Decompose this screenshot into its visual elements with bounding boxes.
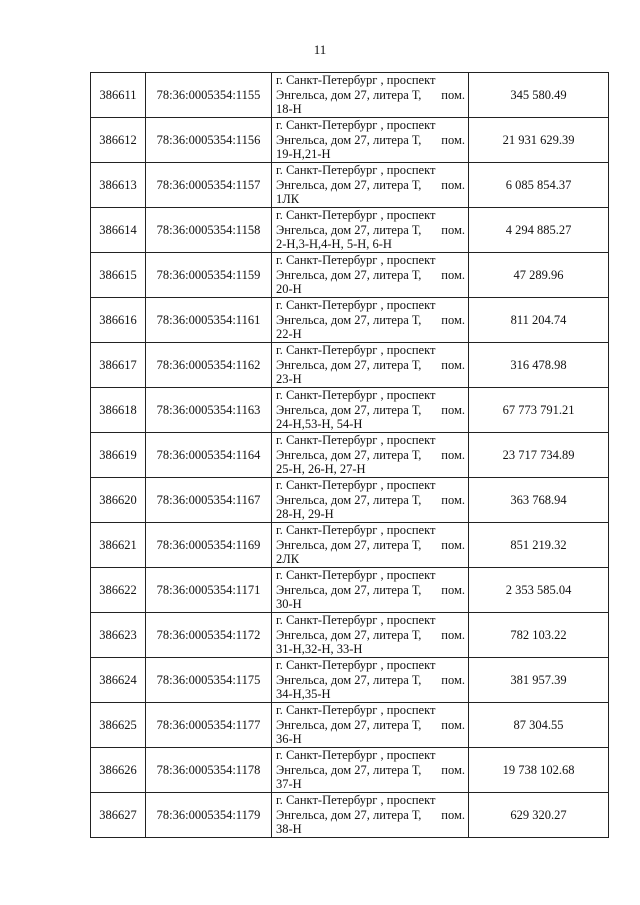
table-row (91, 523, 609, 568)
cadastral-value-cell: 67 773 791.21 (469, 388, 609, 433)
cadastral-value-cell: 6 085 854.37 (469, 163, 609, 208)
address-street: Энгельса, дом 27, литера Т, (276, 492, 422, 507)
address-line-2 (276, 718, 465, 733)
address-line-1: г. Санкт-Петербург , проспект (276, 613, 436, 628)
cadastral-value-cell: 23 717 734.89 (469, 433, 609, 478)
address-street: Энгельса, дом 27, литера Т, (276, 177, 422, 192)
address-line-1: г. Санкт-Петербург , проспект (276, 343, 436, 358)
table-row (91, 568, 609, 613)
address-line-1: г. Санкт-Петербург , проспект (276, 748, 436, 763)
cadastral-number-cell: 78:36:0005354:1163 (146, 388, 272, 433)
cadastral-number-cell: 78:36:0005354:1179 (146, 793, 272, 838)
address-cell (272, 253, 469, 298)
address-line-2 (276, 358, 465, 373)
cadastral-number-cell: 78:36:0005354:1156 (146, 118, 272, 163)
address-premises-label: пом. (441, 492, 465, 507)
address-line-1: г. Санкт-Петербург , проспект (276, 208, 436, 223)
address-street: Энгельса, дом 27, литера Т, (276, 132, 422, 147)
cadastral-number-cell: 78:36:0005354:1158 (146, 208, 272, 253)
cadastral-number-cell: 78:36:0005354:1164 (146, 433, 272, 478)
address-street: Энгельса, дом 27, литера Т, (276, 717, 422, 732)
cadastral-value-cell: 381 957.39 (469, 658, 609, 703)
table-row (91, 748, 609, 793)
cadastral-number-cell: 78:36:0005354:1172 (146, 613, 272, 658)
table-row (91, 253, 609, 298)
object-id-cell: 386616 (91, 298, 146, 343)
address-line-3: 24-Н,53-Н, 54-Н (276, 417, 363, 432)
address-line-2 (276, 268, 465, 283)
cadastral-value-cell: 2 353 585.04 (469, 568, 609, 613)
address-premises-label: пом. (441, 447, 465, 462)
table-row (91, 613, 609, 658)
address-line-3: 18-Н (276, 102, 302, 117)
address-line-3: 37-Н (276, 777, 302, 792)
address-line-3: 22-Н (276, 327, 302, 342)
address-cell (272, 343, 469, 388)
table-row (91, 343, 609, 388)
cadastral-number-cell: 78:36:0005354:1177 (146, 703, 272, 748)
object-id-cell: 386622 (91, 568, 146, 613)
address-cell (272, 703, 469, 748)
cadastral-value-cell: 87 304.55 (469, 703, 609, 748)
address-cell (272, 568, 469, 613)
address-cell (272, 433, 469, 478)
address-line-3: 19-Н,21-Н (276, 147, 331, 162)
address-cell (272, 208, 469, 253)
address-line-3: 20-Н (276, 282, 302, 297)
page-number: 11 (313, 42, 327, 57)
address-line-1: г. Санкт-Петербург , проспект (276, 298, 436, 313)
cadastral-number-cell: 78:36:0005354:1175 (146, 658, 272, 703)
address-premises-label: пом. (441, 222, 465, 237)
cadastral-value-cell: 363 768.94 (469, 478, 609, 523)
cadastral-value-cell: 811 204.74 (469, 298, 609, 343)
cadastral-number-cell: 78:36:0005354:1161 (146, 298, 272, 343)
address-line-1: г. Санкт-Петербург , проспект (276, 568, 436, 583)
table-row (91, 163, 609, 208)
cadastral-number-cell: 78:36:0005354:1162 (146, 343, 272, 388)
address-cell (272, 298, 469, 343)
address-premises-label: пом. (441, 672, 465, 687)
address-line-3: 2ЛК (276, 552, 300, 567)
table-row (91, 118, 609, 163)
address-line-2 (276, 493, 465, 508)
address-cell (272, 793, 469, 838)
object-id-cell: 386611 (91, 73, 146, 118)
table-row (91, 703, 609, 748)
object-id-cell: 386626 (91, 748, 146, 793)
address-line-1: г. Санкт-Петербург , проспект (276, 658, 436, 673)
address-line-3: 30-Н (276, 597, 302, 612)
address-street: Энгельса, дом 27, литера Т, (276, 672, 422, 687)
address-line-1: г. Санкт-Петербург , проспект (276, 253, 436, 268)
address-premises-label: пом. (441, 267, 465, 282)
object-id-cell: 386619 (91, 433, 146, 478)
address-line-1: г. Санкт-Петербург , проспект (276, 793, 436, 808)
address-line-2 (276, 133, 465, 148)
address-line-3: 25-Н, 26-Н, 27-Н (276, 462, 366, 477)
address-premises-label: пом. (441, 582, 465, 597)
address-line-1: г. Санкт-Петербург , проспект (276, 433, 436, 448)
object-id-cell: 386620 (91, 478, 146, 523)
address-line-3: 34-Н,35-Н (276, 687, 331, 702)
object-id-cell: 386623 (91, 613, 146, 658)
object-id-cell: 386614 (91, 208, 146, 253)
object-id-cell: 386617 (91, 343, 146, 388)
cadastral-value-cell: 19 738 102.68 (469, 748, 609, 793)
address-line-1: г. Санкт-Петербург , проспект (276, 118, 436, 133)
object-id-cell: 386615 (91, 253, 146, 298)
table-row (91, 298, 609, 343)
table-row (91, 73, 609, 118)
address-cell (272, 523, 469, 568)
address-line-2 (276, 628, 465, 643)
address-premises-label: пом. (441, 312, 465, 327)
address-premises-label: пом. (441, 402, 465, 417)
cadastral-number-cell: 78:36:0005354:1169 (146, 523, 272, 568)
cadastral-number-cell: 78:36:0005354:1178 (146, 748, 272, 793)
address-line-3: 2-Н,3-Н,4-Н, 5-Н, 6-Н (276, 237, 392, 252)
address-line-3: 36-Н (276, 732, 302, 747)
address-cell (272, 478, 469, 523)
object-id-cell: 386612 (91, 118, 146, 163)
address-line-3: 23-Н (276, 372, 302, 387)
address-line-3: 1ЛК (276, 192, 300, 207)
table-row (91, 388, 609, 433)
address-premises-label: пом. (441, 357, 465, 372)
address-street: Энгельса, дом 27, литера Т, (276, 762, 422, 777)
cadastral-value-cell: 4 294 885.27 (469, 208, 609, 253)
address-line-1: г. Санкт-Петербург , проспект (276, 388, 436, 403)
address-premises-label: пом. (441, 87, 465, 102)
address-cell (272, 73, 469, 118)
address-premises-label: пом. (441, 762, 465, 777)
address-line-1: г. Санкт-Петербург , проспект (276, 523, 436, 538)
address-cell (272, 118, 469, 163)
cadastral-value-cell: 316 478.98 (469, 343, 609, 388)
address-street: Энгельса, дом 27, литера Т, (276, 402, 422, 417)
cadastral-value-cell: 21 931 629.39 (469, 118, 609, 163)
address-cell (272, 658, 469, 703)
address-line-1: г. Санкт-Петербург , проспект (276, 163, 436, 178)
table-row (91, 478, 609, 523)
address-line-2 (276, 178, 465, 193)
cadastral-number-cell: 78:36:0005354:1167 (146, 478, 272, 523)
address-premises-label: пом. (441, 717, 465, 732)
address-street: Энгельса, дом 27, литера Т, (276, 537, 422, 552)
cadastral-number-cell: 78:36:0005354:1159 (146, 253, 272, 298)
table-row (91, 433, 609, 478)
address-line-1: г. Санкт-Петербург , проспект (276, 703, 436, 718)
address-line-1: г. Санкт-Петербург , проспект (276, 73, 436, 88)
cadastral-value-cell: 851 219.32 (469, 523, 609, 568)
address-street: Энгельса, дом 27, литера Т, (276, 582, 422, 597)
table-body (91, 73, 609, 838)
address-premises-label: пом. (441, 627, 465, 642)
address-street: Энгельса, дом 27, литера Т, (276, 627, 422, 642)
address-line-3: 38-Н (276, 822, 302, 837)
address-line-2 (276, 583, 465, 598)
address-cell (272, 748, 469, 793)
address-street: Энгельса, дом 27, литера Т, (276, 87, 422, 102)
cadastral-value-cell: 345 580.49 (469, 73, 609, 118)
property-registry-table (90, 72, 609, 838)
address-line-2 (276, 538, 465, 553)
table-row (91, 208, 609, 253)
address-line-2 (276, 403, 465, 418)
object-id-cell: 386627 (91, 793, 146, 838)
address-premises-label: пом. (441, 807, 465, 822)
object-id-cell: 386624 (91, 658, 146, 703)
address-street: Энгельса, дом 27, литера Т, (276, 222, 422, 237)
address-cell (272, 163, 469, 208)
address-line-2 (276, 808, 465, 823)
address-street: Энгельса, дом 27, литера Т, (276, 357, 422, 372)
object-id-cell: 386625 (91, 703, 146, 748)
address-cell (272, 613, 469, 658)
cadastral-value-cell: 47 289.96 (469, 253, 609, 298)
address-line-2 (276, 448, 465, 463)
object-id-cell: 386621 (91, 523, 146, 568)
address-line-2 (276, 223, 465, 238)
object-id-cell: 386618 (91, 388, 146, 433)
address-street: Энгельса, дом 27, литера Т, (276, 447, 422, 462)
address-street: Энгельса, дом 27, литера Т, (276, 267, 422, 282)
cadastral-value-cell: 629 320.27 (469, 793, 609, 838)
address-premises-label: пом. (441, 177, 465, 192)
address-line-2 (276, 763, 465, 778)
address-premises-label: пом. (441, 537, 465, 552)
address-line-3: 28-Н, 29-Н (276, 507, 334, 522)
address-line-3: 31-Н,32-Н, 33-Н (276, 642, 363, 657)
cadastral-number-cell: 78:36:0005354:1171 (146, 568, 272, 613)
table-row (91, 793, 609, 838)
cadastral-number-cell: 78:36:0005354:1157 (146, 163, 272, 208)
cadastral-number-cell: 78:36:0005354:1155 (146, 73, 272, 118)
table-row (91, 658, 609, 703)
cadastral-value-cell: 782 103.22 (469, 613, 609, 658)
address-street: Энгельса, дом 27, литера Т, (276, 807, 422, 822)
address-line-2 (276, 88, 465, 103)
address-street: Энгельса, дом 27, литера Т, (276, 312, 422, 327)
address-line-1: г. Санкт-Петербург , проспект (276, 478, 436, 493)
address-cell (272, 388, 469, 433)
object-id-cell: 386613 (91, 163, 146, 208)
address-line-2 (276, 673, 465, 688)
address-line-2 (276, 313, 465, 328)
address-premises-label: пом. (441, 132, 465, 147)
